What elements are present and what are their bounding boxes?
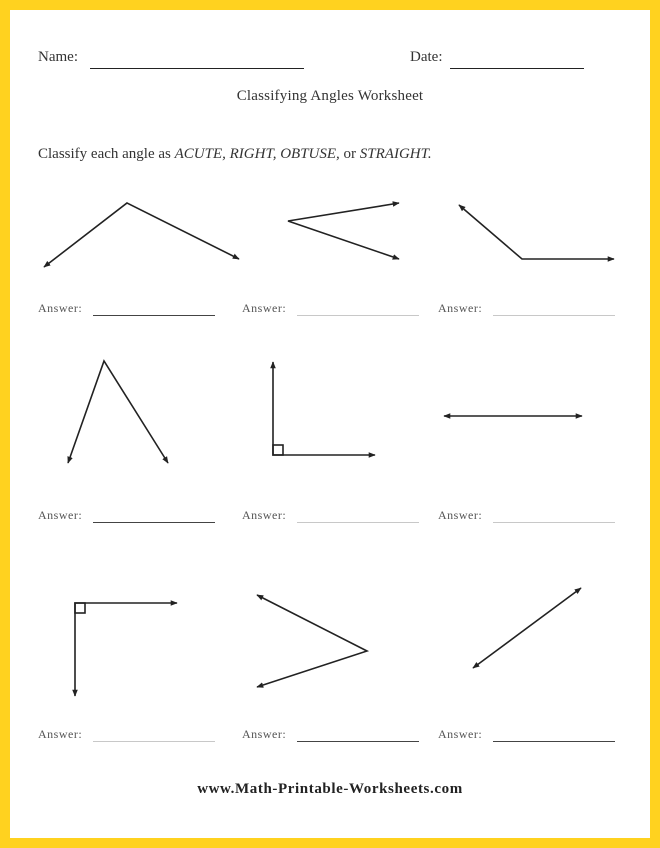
or-word: or <box>343 146 357 162</box>
answer-field-4[interactable] <box>93 522 215 523</box>
angle-7-right-marker <box>75 603 85 613</box>
answer-label-5: Answer: <box>242 508 287 522</box>
answer-field-7[interactable] <box>93 741 215 742</box>
answer-field-8[interactable] <box>297 741 419 742</box>
date-label: Date: <box>410 49 443 65</box>
answer-label-9: Answer: <box>438 727 483 741</box>
answer-field-1[interactable] <box>93 315 215 316</box>
angle-2-acute <box>288 203 399 259</box>
answer-field-3[interactable] <box>493 315 615 316</box>
name-label: Name: <box>38 49 78 65</box>
angle-figures <box>10 10 650 838</box>
answer-field-2[interactable] <box>297 315 419 316</box>
footer-url[interactable]: www.Math-Printable-Worksheets.com <box>197 781 463 797</box>
angle-5-right <box>273 362 375 455</box>
answer-label-3: Answer: <box>438 301 483 315</box>
answer-label-8: Answer: <box>242 727 287 741</box>
answer-field-5[interactable] <box>297 522 419 523</box>
answer-label-2: Answer: <box>242 301 287 315</box>
answer-label-7: Answer: <box>38 727 83 741</box>
instructions-prefix: Classify each angle as <box>38 146 175 162</box>
answer-label-4: Answer: <box>38 508 83 522</box>
answer-label-1: Answer: <box>38 301 83 315</box>
answer-label-6: Answer: <box>438 508 483 522</box>
answer-field-6[interactable] <box>493 522 615 523</box>
right-term: RIGHT, <box>229 146 277 162</box>
angle-4-acute <box>68 361 168 463</box>
angle-3-obtuse <box>459 205 614 259</box>
obtuse-term: OBTUSE, <box>280 146 340 162</box>
worksheet-page <box>10 10 650 838</box>
angle-8-acute <box>257 595 367 687</box>
worksheet-title: Classifying Angles Worksheet <box>236 88 424 104</box>
angle-7-right <box>75 603 177 696</box>
angle-1-obtuse <box>44 203 239 267</box>
answer-field-9[interactable] <box>493 741 615 742</box>
straight-term: STRAIGHT. <box>359 146 432 162</box>
acute-term: ACUTE, <box>174 146 226 162</box>
angle-5-right-marker <box>273 445 283 455</box>
angle-9-straight <box>473 588 581 668</box>
